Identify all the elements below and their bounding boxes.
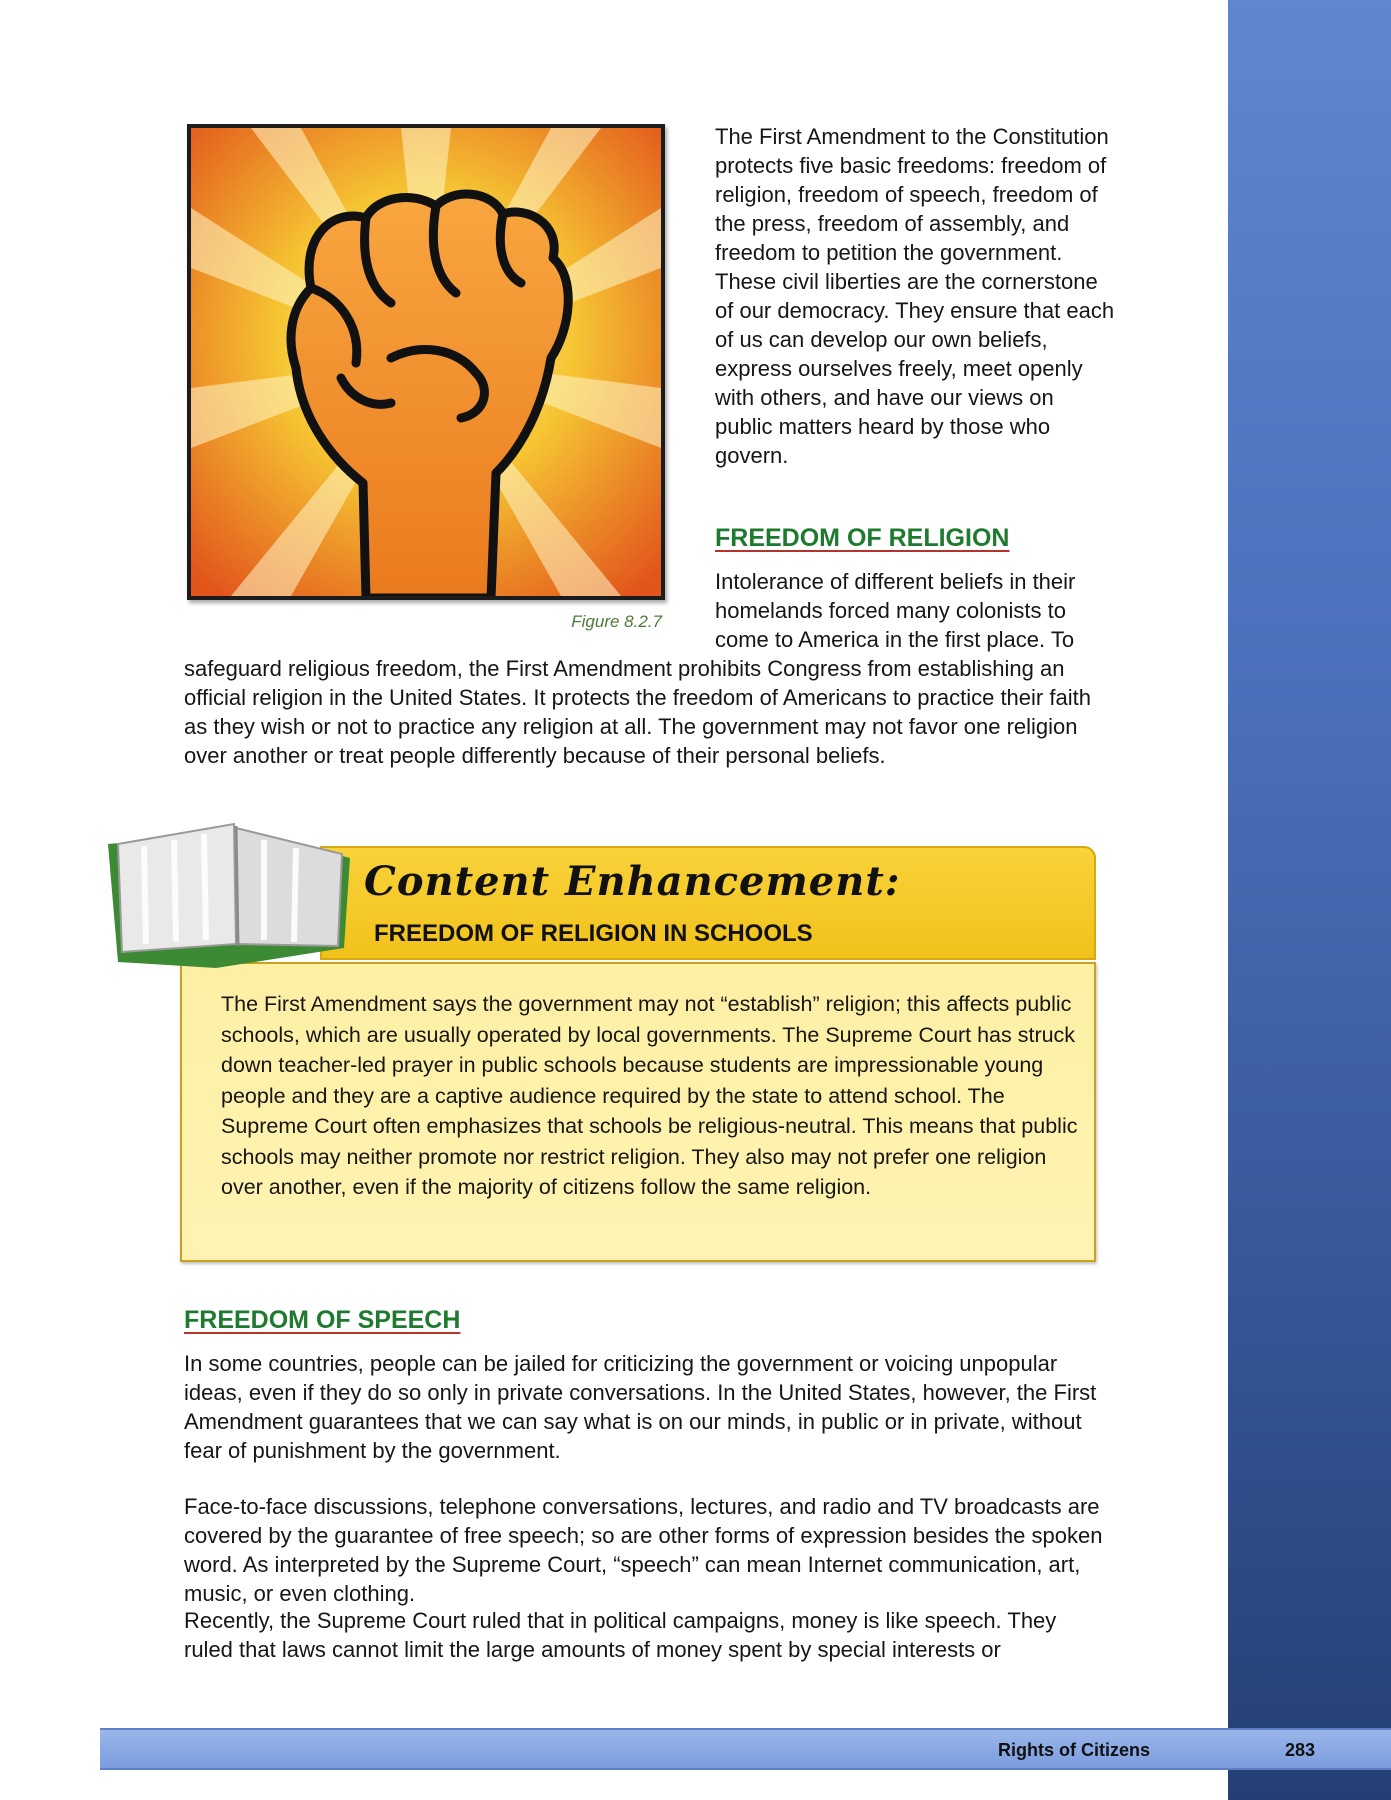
content-enhancement-subtitle: FREEDOM OF RELIGION IN SCHOOLS: [374, 920, 813, 947]
footer-section-title: Rights of Citizens: [998, 1740, 1150, 1760]
speech-paragraph-1: In some countries, people can be jailed for criticizing the government or voicing unpopular ideas, even if they do so only in private conversations. In the United States, however, the First Amendment guarantees that we can say what is on our minds, in public or in private, without fear of punishment by the government.: [184, 1351, 1097, 1463]
figure-raised-fist: [187, 124, 665, 600]
religion-paragraph-part1: Intolerance of different beliefs in their homelands forced many colonists to come to America in the first place. To: [715, 569, 1076, 652]
intro-paragraph: The First Amendment to the Constitution protects five basic freedoms: freedom of religion, freedom of speech, freedom of the press, freedom of assembly, and freedom to petition the government. These civil liberties are the cornerstone of our democracy. They ensure that each of us can develop our own beliefs, express ourselves freely, meet openly with others, and have our views on public matters heard by those who govern.: [715, 124, 1115, 468]
freedom-of-religion-heading: FREEDOM OF RELIGION: [715, 524, 1010, 552]
speech-paragraph-3: Recently, the Supreme Court ruled that in political campaigns, money is like speech. They ruled that laws cannot limit the large amounts of money spent by special interests or: [184, 1608, 1057, 1662]
figure-caption: Figure 8.2.7: [571, 612, 662, 631]
raised-fist-icon: [191, 128, 661, 596]
open-book-icon: [104, 818, 360, 978]
page-number: 283: [1285, 1740, 1316, 1760]
freedom-of-speech-heading: FREEDOM OF SPEECH: [184, 1306, 461, 1334]
footer-bar: [100, 1728, 1391, 1770]
side-color-band: [1228, 0, 1391, 1800]
religion-paragraph-part2: safeguard religious freedom, the First Amendment prohibits Congress from establishing an official religion in the United States. It protects the freedom of Americans to practice their faith as they wish or not to practice any religion at all. The government may not favor one religion over another or treat people differently because of their personal beliefs.: [184, 656, 1091, 768]
speech-paragraph-2: Face-to-face discussions, telephone conversations, lectures, and radio and TV broadcasts are covered by the guarantee of free speech; so are other forms of expression besides the spoken word. As interpreted by the Supreme Court, “speech” can mean Internet communication, art, music, or even clothing.: [184, 1494, 1103, 1606]
content-enhancement-text: The First Amendment says the government may not “establish” religion; this affects public schools, which are usually operated by local governments. The Supreme Court has struck down teacher-led prayer in public schools because students are impressionable young people and they are a captive audience required by the state to attend school. The Supreme Court often emphasizes that schools be religious-neutral. This means that public schools may neither promote nor restrict religion. They also may not prefer one religion over another, even if the majority of citizens follow the same religion.: [221, 992, 1078, 1199]
content-enhancement-title: Content Enhancement:: [364, 858, 901, 905]
